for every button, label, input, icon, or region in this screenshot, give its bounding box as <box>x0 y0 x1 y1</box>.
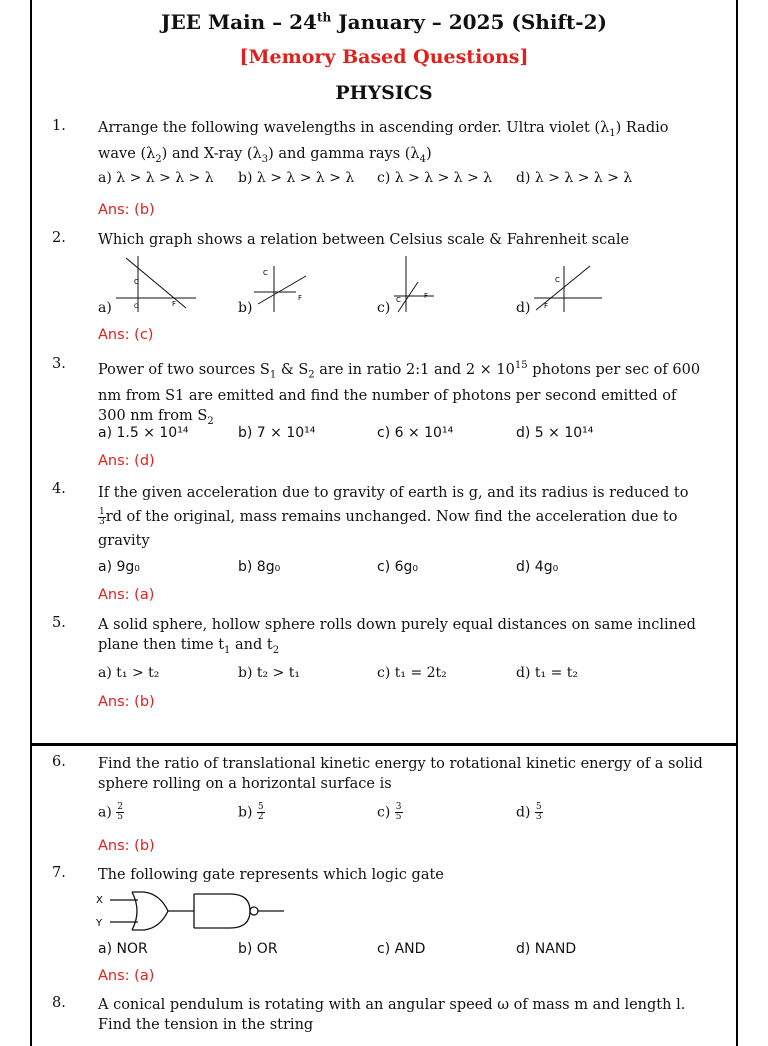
option-a[interactable]: a) $\frac{2}{5}$ <box>98 802 123 822</box>
answer-text: Ans: (a) <box>98 587 155 603</box>
logic-gate-diagram <box>94 888 288 934</box>
answer-text: Ans: (b) <box>98 694 155 710</box>
question-number: 3. <box>52 356 66 372</box>
option-b[interactable]: b) λ > λ > λ > λ <box>238 170 355 186</box>
answer-text: Ans: (d) <box>98 453 155 469</box>
subject-heading: PHYSICS <box>335 82 433 104</box>
option-b[interactable]: b) <box>238 300 253 316</box>
svg-text:F: F <box>544 302 549 310</box>
option-c[interactable]: c) 6g₀ <box>377 559 419 575</box>
option-a[interactable]: a) NOR <box>98 941 148 957</box>
svg-text:X: X <box>96 895 103 906</box>
option-d[interactable]: d) NAND <box>516 941 577 957</box>
question-number: 7. <box>52 865 66 881</box>
graph-option-d <box>534 262 606 314</box>
option-c[interactable]: c) AND <box>377 941 426 957</box>
question-text: Power of two sources $S_1$ & $S_2$ are in ratio 2:1 and $2 \times 10^{15}$ photons per sec of 600 nm from S1 are emitted and find the number of photons per second emitted of 300 nm from $S_2$ <box>98 360 701 427</box>
svg-text:O: O <box>134 303 139 310</box>
question-text: The following gate represents which logic gate <box>98 867 444 883</box>
svg-text:F: F <box>172 300 177 308</box>
option-d[interactable]: d) λ > λ > λ > λ <box>516 170 633 186</box>
option-d[interactable]: d) 4g₀ <box>516 559 559 575</box>
option-a[interactable]: a) λ > λ > λ > λ <box>98 170 214 186</box>
option-a[interactable]: a) 9g₀ <box>98 559 140 575</box>
exam-title: JEE Main – 24th January – 2025 (Shift-2) <box>161 10 607 34</box>
svg-text:C: C <box>263 269 268 277</box>
question-number: 5. <box>52 615 66 631</box>
option-b[interactable]: b) 7 × 10¹⁴ <box>238 425 316 441</box>
question-text: Which graph shows a relation between Celsius scale & Fahrenheit scale <box>98 232 630 248</box>
option-b[interactable]: b) $\frac{5}{2}$ <box>238 802 264 822</box>
option-a[interactable]: a) 1.5 × 10¹⁴ <box>98 425 189 441</box>
svg-text:C: C <box>555 276 560 284</box>
option-d[interactable]: d) 5 × 10¹⁴ <box>516 425 594 441</box>
option-a[interactable]: a) <box>98 300 112 316</box>
question-text: A solid sphere, hollow sphere rolls down purely equal distances on same inclined plane then time $t_1$ and $t_2$ <box>98 617 696 656</box>
option-a[interactable]: a) t₁ > t₂ <box>98 665 160 681</box>
answer-text: Ans: (a) <box>98 968 155 984</box>
option-c[interactable]: c) <box>377 300 391 316</box>
option-d[interactable]: d) $\frac{5}{3}$ <box>516 802 542 822</box>
question-number: 1. <box>52 118 66 134</box>
question-number: 2. <box>52 230 66 246</box>
option-b[interactable]: b) OR <box>238 941 278 957</box>
answer-text: Ans: (c) <box>98 327 154 343</box>
question-text: Arrange the following wavelengths in ascending order. Ultra violet $(\lambda_1)$ Radio wave $(\lambda_2)$ and X-ray $(\lambda_3)$ and gamma rays $(\lambda_4)$ <box>98 120 669 165</box>
question-number: 8. <box>52 995 66 1011</box>
exam-subtitle: [Memory Based Questions] <box>239 46 529 68</box>
option-c[interactable]: c) λ > λ > λ > λ <box>377 170 493 186</box>
option-c[interactable]: c) t₁ = 2t₂ <box>377 665 447 681</box>
svg-text:C: C <box>134 278 139 286</box>
answer-text: Ans: (b) <box>98 838 155 854</box>
graph-option-a <box>116 256 198 316</box>
graph-option-b <box>254 262 314 314</box>
fraction: $\frac{1}{3}$ <box>99 506 105 527</box>
svg-text:F: F <box>298 294 303 302</box>
svg-text:F: F <box>424 292 429 300</box>
question-number: 4. <box>52 481 66 497</box>
answer-text: Ans: (b) <box>98 202 155 218</box>
option-c[interactable]: c) $\frac{3}{5}$ <box>377 802 402 822</box>
option-c[interactable]: c) 6 × 10¹⁴ <box>377 425 454 441</box>
option-b[interactable]: b) t₂ > t₁ <box>238 665 300 681</box>
question-text: Find the ratio of translational kinetic energy to rotational kinetic energy of a solid sphere rolling on a horizontal surface is <box>98 756 703 792</box>
svg-text:C: C <box>396 296 401 304</box>
option-d[interactable]: d) t₁ = t₂ <box>516 665 578 681</box>
svg-text:Y: Y <box>96 918 103 929</box>
option-d[interactable]: d) <box>516 300 531 316</box>
option-b[interactable]: b) 8g₀ <box>238 559 281 575</box>
graph-option-c <box>394 256 444 314</box>
question-number: 6. <box>52 754 66 770</box>
question-text: A conical pendulum is rotating with an angular speed ω of mass m and length l. Find the tension in the string <box>98 997 686 1033</box>
question-text: If the given acceleration due to gravity of earth is g, and its radius is reduced to $\frac{1}{3}$ rd of the original, mass remains unchanged. Now find the acceleration due to gravity <box>98 485 689 549</box>
